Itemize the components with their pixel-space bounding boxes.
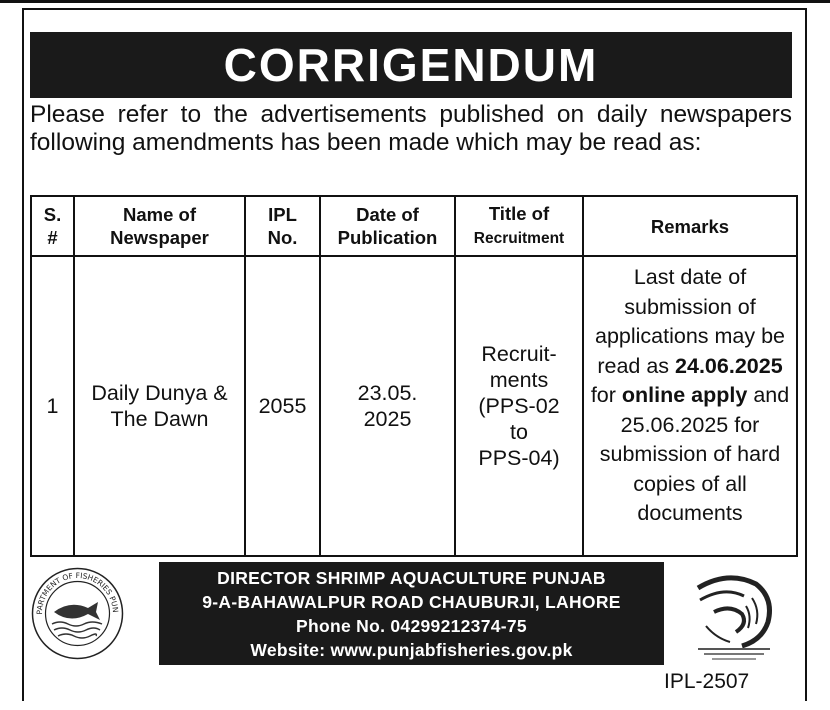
online-apply-text: online apply: [621, 383, 748, 407]
ipl-code: IPL-2507: [664, 670, 750, 693]
top-rule: [0, 0, 830, 3]
intro-paragraph: Please refer to the advertisements published on daily newspapers following amendments has been made which may be read as:: [30, 101, 792, 156]
header-ipl: IPL No.: [245, 196, 320, 256]
header-remarks: Remarks: [583, 196, 797, 256]
header-recruitment: Title of Recruitment: [455, 196, 583, 256]
online-last-date: 24.06.2025: [675, 353, 783, 378]
cell-date: 23.05. 2025: [320, 256, 455, 556]
address-line-street: 9-A-BAHAWALPUR ROAD CHAUBURJI, LAHORE: [202, 592, 621, 612]
address-line-office: DIRECTOR SHRIMP AQUACULTURE PUNJAB: [217, 568, 606, 588]
cell-newspaper: Daily Dunya & The Dawn: [74, 256, 245, 556]
table-row: [31, 256, 797, 556]
address-line-website: Website: www.punjabfisheries.gov.pk: [250, 640, 573, 660]
page-title: CORRIGENDUM: [223, 39, 599, 91]
cell-remarks: Last date of submission of applications may be read as 24.06.2025 for online apply and 25.06.2025 for submission of hard copies of all documents: [583, 256, 797, 556]
header-date: Date of Publication: [320, 196, 455, 256]
cell-ipl: 2055: [245, 256, 320, 556]
header-sno: S. #: [31, 196, 74, 256]
address-line-phone: Phone No. 04299212374-75: [296, 616, 527, 636]
cell-sno: 1: [31, 256, 74, 556]
address-block: [159, 562, 664, 665]
svg-text:DEPARTMENT OF FISHERIES PUNJAB: PARTMENT OF FISHERIES PUN: [34, 570, 121, 615]
table-header-row: [31, 196, 797, 256]
shrimp-aquaculture-logo: [686, 566, 782, 662]
cell-recruitment: Recruit- ments (PPS-02 to PPS-04): [455, 256, 583, 556]
title-banner: [30, 32, 792, 98]
amendments-table: [30, 195, 798, 557]
fisheries-department-seal: [30, 566, 125, 661]
header-newspaper: Name of Newspaper: [74, 196, 245, 256]
